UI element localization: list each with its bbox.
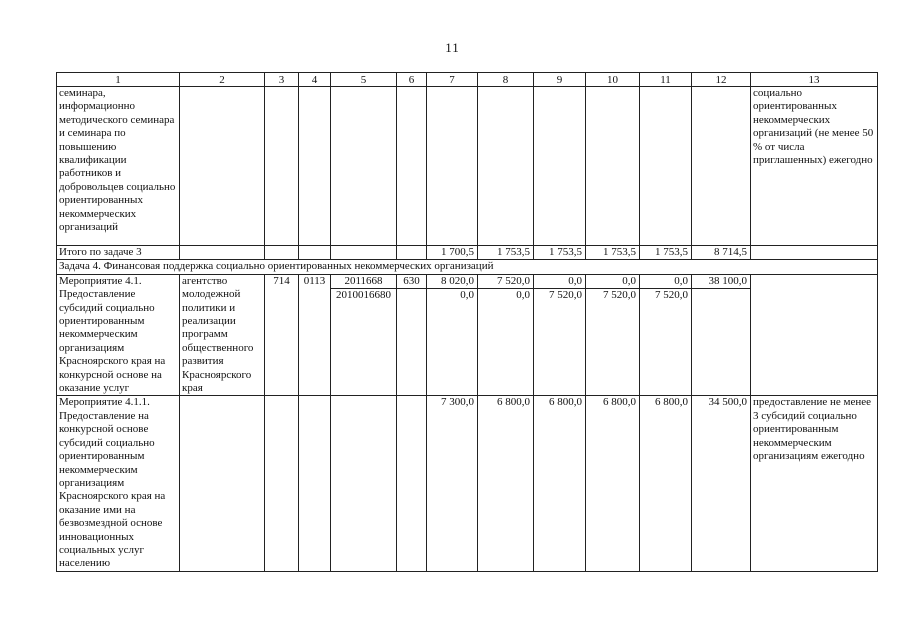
- value-cell: 1 700,5: [427, 246, 478, 260]
- value-cell: 7 520,0: [478, 274, 534, 288]
- budget-table: [56, 72, 878, 572]
- value-cell: 7 300,0: [427, 396, 478, 571]
- value-cell: 8 020,0: [427, 274, 478, 288]
- column-header: 5: [331, 73, 397, 87]
- value-cell: 1 753,5: [478, 246, 534, 260]
- measure-name-cell: семинара, информационно методического семинара и семинара по повышению квалификации работников и добровольцев социально ориентированных некоммерческих организаций: [57, 87, 180, 246]
- column-header: 6: [397, 73, 427, 87]
- column-header: 9: [534, 73, 586, 87]
- value-cell: 6 800,0: [640, 396, 692, 571]
- column-header: 8: [478, 73, 534, 87]
- value-cell: 0,0: [427, 289, 478, 396]
- csr-code: 2010016680: [331, 289, 397, 396]
- value-cell: 0,0: [640, 274, 692, 288]
- value-cell: 7 520,0: [534, 289, 586, 396]
- value-cell: 1 753,5: [586, 246, 640, 260]
- column-header: 13: [751, 73, 878, 87]
- column-header: 12: [692, 73, 751, 87]
- column-header: 2: [180, 73, 265, 87]
- table-row: [57, 87, 878, 246]
- result-cell: социально ориентированных некоммерческих организаций (не менее 50 % от числа приглашенных) ежегодно: [751, 87, 878, 246]
- value-cell: 34 500,0: [692, 396, 751, 571]
- value-cell: 0,0: [534, 274, 586, 288]
- value-cell: 0,0: [586, 274, 640, 288]
- grbs-code: 714: [265, 274, 299, 396]
- result-cell: предоставление не менее 3 субсидий социально ориентированным некоммерческим организациям ежегодно: [751, 396, 878, 571]
- value-cell: 0,0: [478, 289, 534, 396]
- column-header: 3: [265, 73, 299, 87]
- task-title-row: [57, 260, 878, 274]
- column-header: 4: [299, 73, 331, 87]
- total-label: Итого по задаче 3: [57, 246, 180, 260]
- value-cell: 38 100,0: [692, 274, 751, 288]
- value-cell: 8 714,5: [692, 246, 751, 260]
- table-row: [57, 274, 878, 288]
- value-cell: 6 800,0: [586, 396, 640, 571]
- table-row: [57, 396, 878, 571]
- value-cell: 7 520,0: [640, 289, 692, 396]
- vr-code: 630: [397, 274, 427, 288]
- rzpr-code: 0113: [299, 274, 331, 396]
- value-cell: 6 800,0: [478, 396, 534, 571]
- csr-code: 2011668: [331, 274, 397, 288]
- column-header: 7: [427, 73, 478, 87]
- page-number: 11: [445, 40, 460, 55]
- measure-name-cell: Мероприятие 4.1. Предоставление субсидий социально ориентированным некоммерческим организациям Красноярского края на конкурсной основе на оказание услуг: [57, 274, 180, 396]
- value-cell: 1 753,5: [534, 246, 586, 260]
- measure-name-cell: Мероприятие 4.1.1. Предоставление на конкурсной основе субсидий социально ориентированным некоммерческим организациям Красноярского края на оказание ими на безвозмездной основе инновационных социальных услуг населению: [57, 396, 180, 571]
- value-cell: 6 800,0: [534, 396, 586, 571]
- task-title: Задача 4. Финансовая поддержка социально ориентированных некоммерческих организаций: [57, 260, 878, 274]
- value-cell: 1 753,5: [640, 246, 692, 260]
- column-number-row: [57, 73, 878, 87]
- column-header: 10: [586, 73, 640, 87]
- column-header: 11: [640, 73, 692, 87]
- agency-cell: агентство молодежной политики и реализации программ общественного развития Красноярского края: [180, 274, 265, 396]
- column-header: 1: [57, 73, 180, 87]
- value-cell: 7 520,0: [586, 289, 640, 396]
- total-row: [57, 246, 878, 260]
